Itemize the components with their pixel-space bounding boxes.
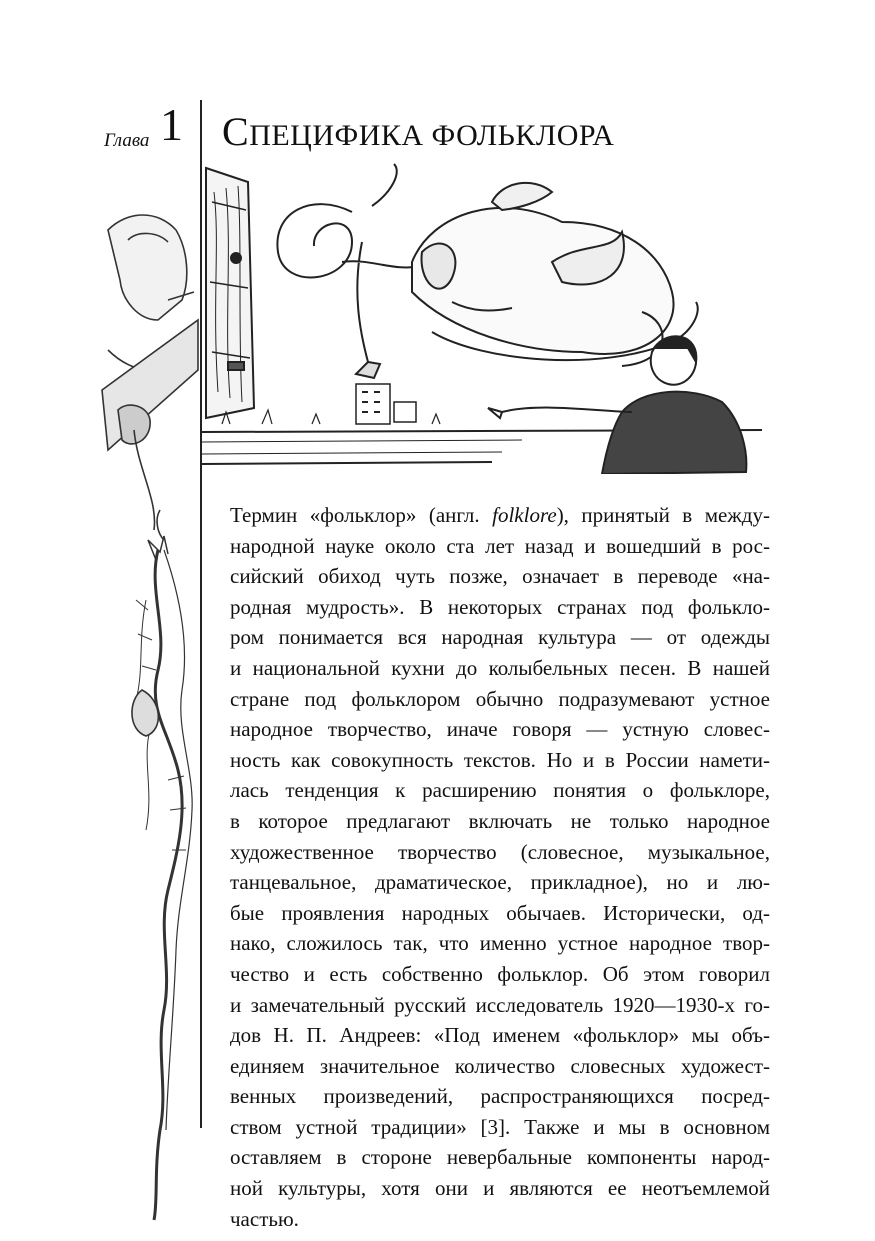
italic-term: folklore [492,503,557,527]
chapter-title [222,110,614,158]
text-line: ром понимается вся народная культура — от одежды [230,625,770,650]
chapter-title-initial: С [222,109,250,154]
text-line: художественное творчество (словесное, музыкальное, [230,839,770,864]
text-line: чество и есть собственно фольклор. Об этом говорил [230,961,770,986]
text-line: оставляем в стороне невербальные компоненты народ- [230,1145,770,1170]
text-line-tail: ), принятый в между- [556,503,770,527]
decorative-serpent-border [98,170,202,1230]
key-staff-drawing [277,164,422,378]
text-line [230,500,770,531]
building-drawing [356,384,416,424]
text-line: нако, сложилось так, что именно устное народное твор- [230,931,770,956]
text-line: сийский обиход чуть позже, означает в переводе «на- [230,564,770,589]
text-line: танцевальное, драматическое, прикладное), но и лю- [230,870,770,895]
text-line: народное творчество, иначе говоря — устную словес- [230,717,770,742]
text-line: бые проявления народных обычаев. Исторически, од- [230,900,770,925]
text-line: стране под фольклором обычно подразумевают устное [230,686,770,711]
paragraph [230,500,770,1234]
text-line: ность как совокупность текстов. Но и в России намети- [230,747,770,772]
text-line: венных произведений, распространяющихся посред- [230,1084,770,1109]
text-line: и национальной кухни до колыбельных песен. В нашей [230,655,770,680]
text-line: единяем значительное количество словесных художест- [230,1053,770,1078]
text-line: родная мудрость». В некоторых странах под фолькло- [230,594,770,619]
text-line: ством устной традиции» [3]. Также и мы в основном [230,1114,770,1139]
chapter-title-rest: ПЕЦИФИКА ФОЛЬКЛОРА [249,119,615,152]
text-line: дов Н. П. Андреев: «Под именем «фольклор» мы объ- [230,1023,770,1048]
boy-and-dragon-illustration [202,162,770,474]
text-line: ной культуры, хотя они и являются ее неотъемлемой [230,1176,770,1201]
text-line: частью. [230,1206,299,1231]
text-line: в которое предлагают включать не только народное [230,808,770,833]
chapter-heading [0,96,875,166]
text-line: народной науке около ста лет назад и вошедший в рос- [230,533,770,558]
chapter-number: 1 [160,99,183,150]
text-line: лась тенденция к расширению понятия о фольклоре, [230,778,770,803]
text-line: и замечательный русский исследователь 1920—1930-х го- [230,992,770,1017]
dragon-drawing [412,183,698,366]
text-line-start: Термин «фольклор» (англ. [230,503,493,527]
body-text [230,500,770,1234]
door-drawing [206,168,254,418]
chapter-label: Глава [104,130,150,151]
